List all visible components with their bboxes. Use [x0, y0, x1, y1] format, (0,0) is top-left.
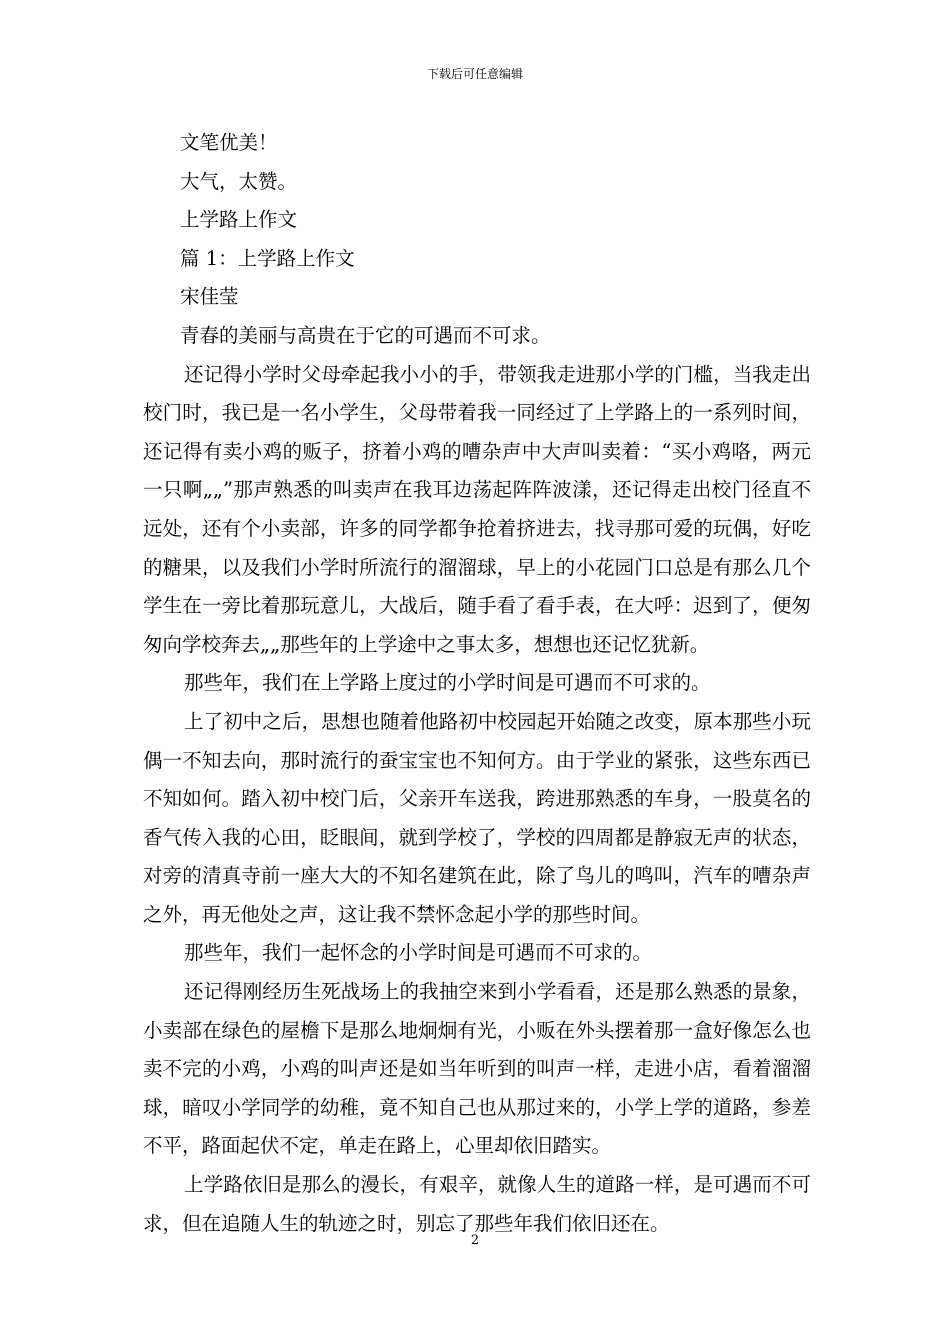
essay-section-title: 上学路上作文 — [180, 208, 298, 232]
essay-title: 篇 1：上学路上作文 — [180, 246, 355, 270]
essay-author: 宋佳莹 — [180, 285, 239, 309]
header-note: 下载后可任意编辑 — [426, 67, 523, 81]
essay-opening-line: 青春的美丽与高贵在于它的可遇而不可求。 — [180, 323, 551, 347]
essay-paragraph-1: 还记得小学时父母牵起我小小的手，带领我走进那小学的门槛，当我走出校门时，我已是一名小学生，父母带着我一同经过了上学路上的一系列时间，还记得有卖小鸡的贩子，挤着小鸡的嘈杂声中大声叫卖着：“买小鸡咯，两元一只啊„„”那声熟悉的叫卖声在我耳边荡起阵阵波漾，还记得走出校门径直不远处，还有个小卖部，许多的同学都争抢着挤进去，找寻那可爱的玩偶，好吃的糖果，以及我们小学时所流行的溜溜球，早上的小花园门口总是有那么几个学生在一旁比着那玩意儿，大战后，随手看了看手表，在大呼：迟到了，便匆匆向学校奔去„„那些年的上学途中之事太多，想想也还记忆犹新。 — [143, 362, 811, 656]
essay-paragraph-5: 还记得刚经历生死战场上的我抽空来到小学看看，还是那么熟悉的景象，小卖部在绿色的屋檐下是那么地炯炯有光，小贩在外头摆着那一盒好像怎么也卖不完的小鸡，小鸡的叫声还是如当年听到的叫声一样，走进小店，看着溜溜球，暗叹小学同学的幼稚，竟不知自己也从那过来的，小学上学的道路，参差不平，路面起伏不定，单走在路上，心里却依旧踏实。 — [143, 980, 811, 1158]
comment-line-2: 大气，太赞。 — [180, 169, 298, 193]
comment-line-1: 文笔优美！ — [180, 131, 278, 154]
document-body — [143, 124, 811, 1243]
essay-paragraph-4: 那些年，我们一起怀念的小学时间是可遇而不可求的。 — [184, 941, 653, 965]
essay-paragraph-6: 上学路依旧是那么的漫长，有艰辛，就像人生的道路一样，是可遇而不可求，但在追随人生的轨迹之时，别忘了那些年我们依旧还在。 — [143, 1173, 811, 1235]
essay-paragraph-3: 上了初中之后，思想也随着他路初中校园起开始随之改变，原本那些小玩偶一不知去向，那时流行的蚕宝宝也不知何方。由于学业的紧张，这些东西已不知如何。踏入初中校门后，父亲开车送我，跨进那熟悉的车身，一股莫名的香气传入我的心田，眨眼间，就到学校了，学校的四周都是静寂无声的状态，对旁的清真寺前一座大大的不知名建筑在此，除了鸟儿的鸣叫，汽车的嘈杂声之外，再无他处之声，这让我不禁怀念起小学的那些时间。 — [143, 709, 811, 926]
essay-paragraph-2: 那些年，我们在上学路上度过的小学时间是可遇而不可求的。 — [184, 671, 711, 695]
page-number: 2 — [470, 1233, 480, 1248]
